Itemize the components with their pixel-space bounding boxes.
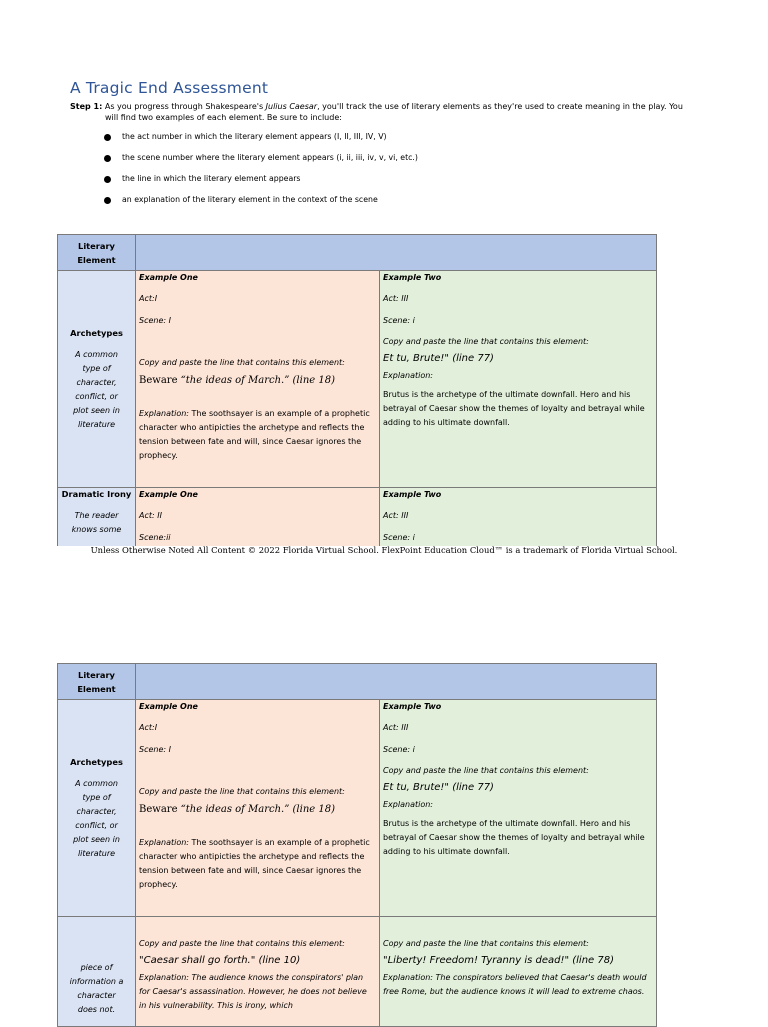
list-item: the act number in which the literary element appears (I, II, III, IV, V) [104,131,418,152]
element-name: Archetypes [70,756,123,767]
requirements-list [104,131,418,215]
element-cell [58,917,136,1027]
example-quote: Et tu, Brute!" (line 77) [383,353,494,364]
example-one-cell: Example One Act:I Scene: I Copy and paste the line that contains this element: Beware “the ideas of March.” (line 18) Explanation: The soothsayer is an example of a prophetic character who antipicties the archetype and reflects the tension between fate and will, since Caesar ignores the prophecy. [136,700,380,917]
bullet-icon [104,197,111,204]
work-title: Julius Caesar [265,102,318,111]
example-two-cell: Example Two Act: III Scene: i Copy and paste the line that contains this element: Et tu, Brute!" (line 77) Explanation: Brutus is the archetype of the ultimate downfall. Hero and his betrayal of Caesar show the themes of loyalty and betrayal while adding to his ultimate downfall. [380,271,657,488]
table-row-archetypes [58,700,657,917]
list-item: the scene number where the literary element appears (i, ii, iii, iv, v, vi, etc.) [104,152,418,173]
example-two-cell: Example Two Act: III Scene: i Copy and paste the line that contains this element: Et tu, Brute!" (line 77) Explanation: Brutus is the archetype of the ultimate downfall. Hero and his betrayal of Caesar show the themes of loyalty and betrayal while adding to his ultimate downfall. [380,700,657,917]
element-description: The reader knows some [71,511,122,534]
bullet-icon [104,176,111,183]
page-title: A Tragic End Assessment [70,79,269,97]
header-literary-element: Literary Element [58,664,136,700]
copyright-footer: Unless Otherwise Noted All Content © 2022 Florida Virtual School. FlexPoint Education Cloud™ is a trademark of Florida Virtual School. [90,545,678,555]
table-row-archetypes [58,271,657,488]
example-two-cell: Example Two Act: III Scene: i [380,488,657,547]
element-cell [58,488,136,547]
example-one-cell: Example One Act:I Scene: I Copy and paste the line that contains this element: Beware “the ideas of March.” (line 18) Explanation: The soothsayer is an example of a prophetic character who antipicties the archetype and reflects the tension between fate and will, since Caesar ignores the prophecy. [136,271,380,488]
bullet-icon [104,134,111,141]
example-one-cell: Copy and paste the line that contains this element: "Caesar shall go forth." (line 10) Explanation: The audience knows the conspirators' plan for Caesar's assassination. However, he does not believe in his vulnerability. This is irony, which [136,917,380,1027]
table-row-dramatic-irony [58,917,657,1027]
element-description: piece of information a character does not. [69,962,124,1014]
element-name: Dramatic Irony [61,489,132,499]
example-quote: "Liberty! Freedom! Tyranny is dead!" (line 78) [383,955,615,966]
step-instructions: Step 1: As you progress through Shakespeare's Julius Caesar, you'll track the use of literary elements as they're used to create meaning in the play. You will find two examples of each element. Be sure to include: [70,102,683,122]
list-item: an explanation of the literary element in the context of the scene [104,194,418,215]
example-quote: Et tu, Brute!" (line 77) [383,782,494,793]
element-cell [58,700,136,917]
literary-elements-table [57,234,657,546]
example-quote: "Caesar shall go forth." (line 10) [139,955,301,966]
element-description: A common type of character, conflict, or plot seen in literature [73,349,120,429]
literary-elements-table-page-two [57,663,657,1027]
header-blank [136,235,657,271]
example-quote: Beware “the ideas of March.” (line 18) [139,375,335,386]
element-description: A common type of character, conflict, or plot seen in literature [73,778,120,858]
table-row-dramatic-irony [58,488,657,547]
table-header-row [58,235,657,271]
list-item: the line in which the literary element appears [104,173,418,194]
bullet-icon [104,155,111,162]
element-name: Archetypes [70,327,123,338]
step-label: Step 1: [70,102,103,111]
header-literary-element: Literary Element [58,235,136,271]
table-header-row [58,664,657,700]
example-two-cell: Copy and paste the line that contains this element: "Liberty! Freedom! Tyranny is dead!" (line 78) Explanation: The conspirators believed that Caesar's death would free Rome, but the audience knows it will lead to extreme chaos. [380,917,657,1027]
example-one-cell: Example One Act: II Scene:ii [136,488,380,547]
example-quote: Beware “the ideas of March.” (line 18) [139,804,335,815]
header-blank [136,664,657,700]
element-cell [58,271,136,488]
